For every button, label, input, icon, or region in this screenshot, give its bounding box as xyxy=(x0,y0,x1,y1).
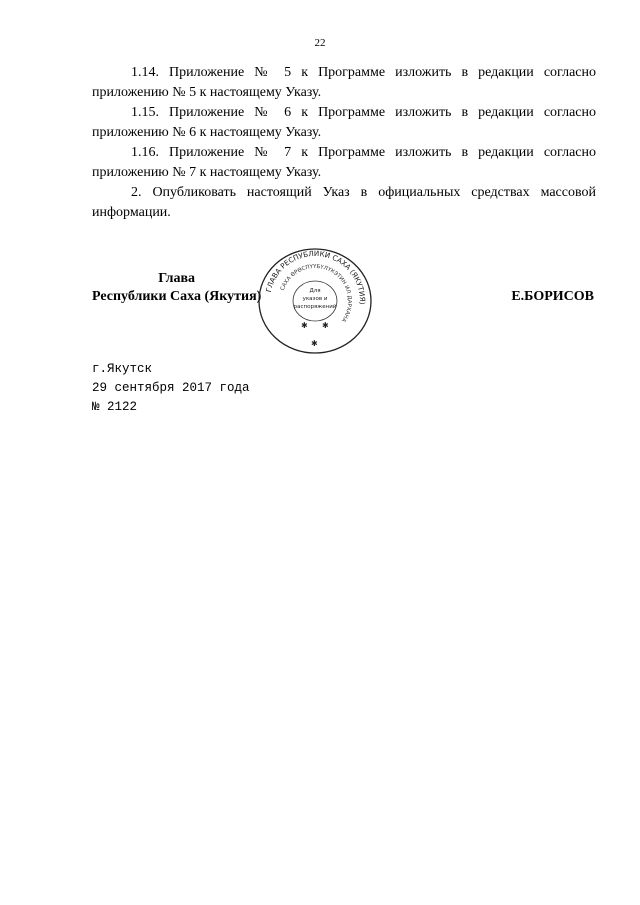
page-number: 22 xyxy=(314,37,326,49)
city: г.Якутск xyxy=(92,362,153,376)
paragraph-1-16: 1.16. Приложение № 7 к Программе изложить в редакции согласно приложению № 7 к настоящему Указу. xyxy=(92,145,596,180)
seal-inner-text: САХА ӨРӨСПҮҮБҮЛҮКЭТИН ИЛ ДАРХАНА xyxy=(279,263,353,323)
seal-center-line2: указов и xyxy=(302,296,328,302)
seal-star-icon: ✱ xyxy=(322,321,329,330)
seal-star-icon: ✱ xyxy=(301,321,308,330)
decree-body xyxy=(92,63,596,223)
paragraph-1-14: 1.14. Приложение № 5 к Программе изложить в редакции согласно приложению № 5 к настоящему Указу. xyxy=(92,65,596,100)
decree-number: № 2122 xyxy=(92,400,138,414)
seal-center-line1: Для xyxy=(309,288,321,294)
place-date-block xyxy=(92,360,250,417)
seal-star-icon: ✱ xyxy=(311,339,318,348)
signatory-name: Е.БОРИСОВ xyxy=(511,289,594,304)
seal-outer-text: ГЛАВА РЕСПУБЛИКИ САХА (ЯКУТИЯ) xyxy=(263,248,368,305)
decree-date: 29 сентября 2017 года xyxy=(92,381,250,395)
official-seal xyxy=(255,246,375,356)
seal-center-line3: распоряжений xyxy=(293,304,337,310)
signature-title-line1: Глава xyxy=(158,271,196,286)
paragraph-2: 2. Опубликовать настоящий Указ в официальных средствах массовой информации. xyxy=(92,185,596,220)
signature-title-line2: Республики Саха (Якутия) xyxy=(92,289,262,304)
paragraph-1-15: 1.15. Приложение № 6 к Программе изложить в редакции согласно приложению № 6 к настоящему Указу. xyxy=(92,105,596,140)
signature-title xyxy=(92,270,261,306)
